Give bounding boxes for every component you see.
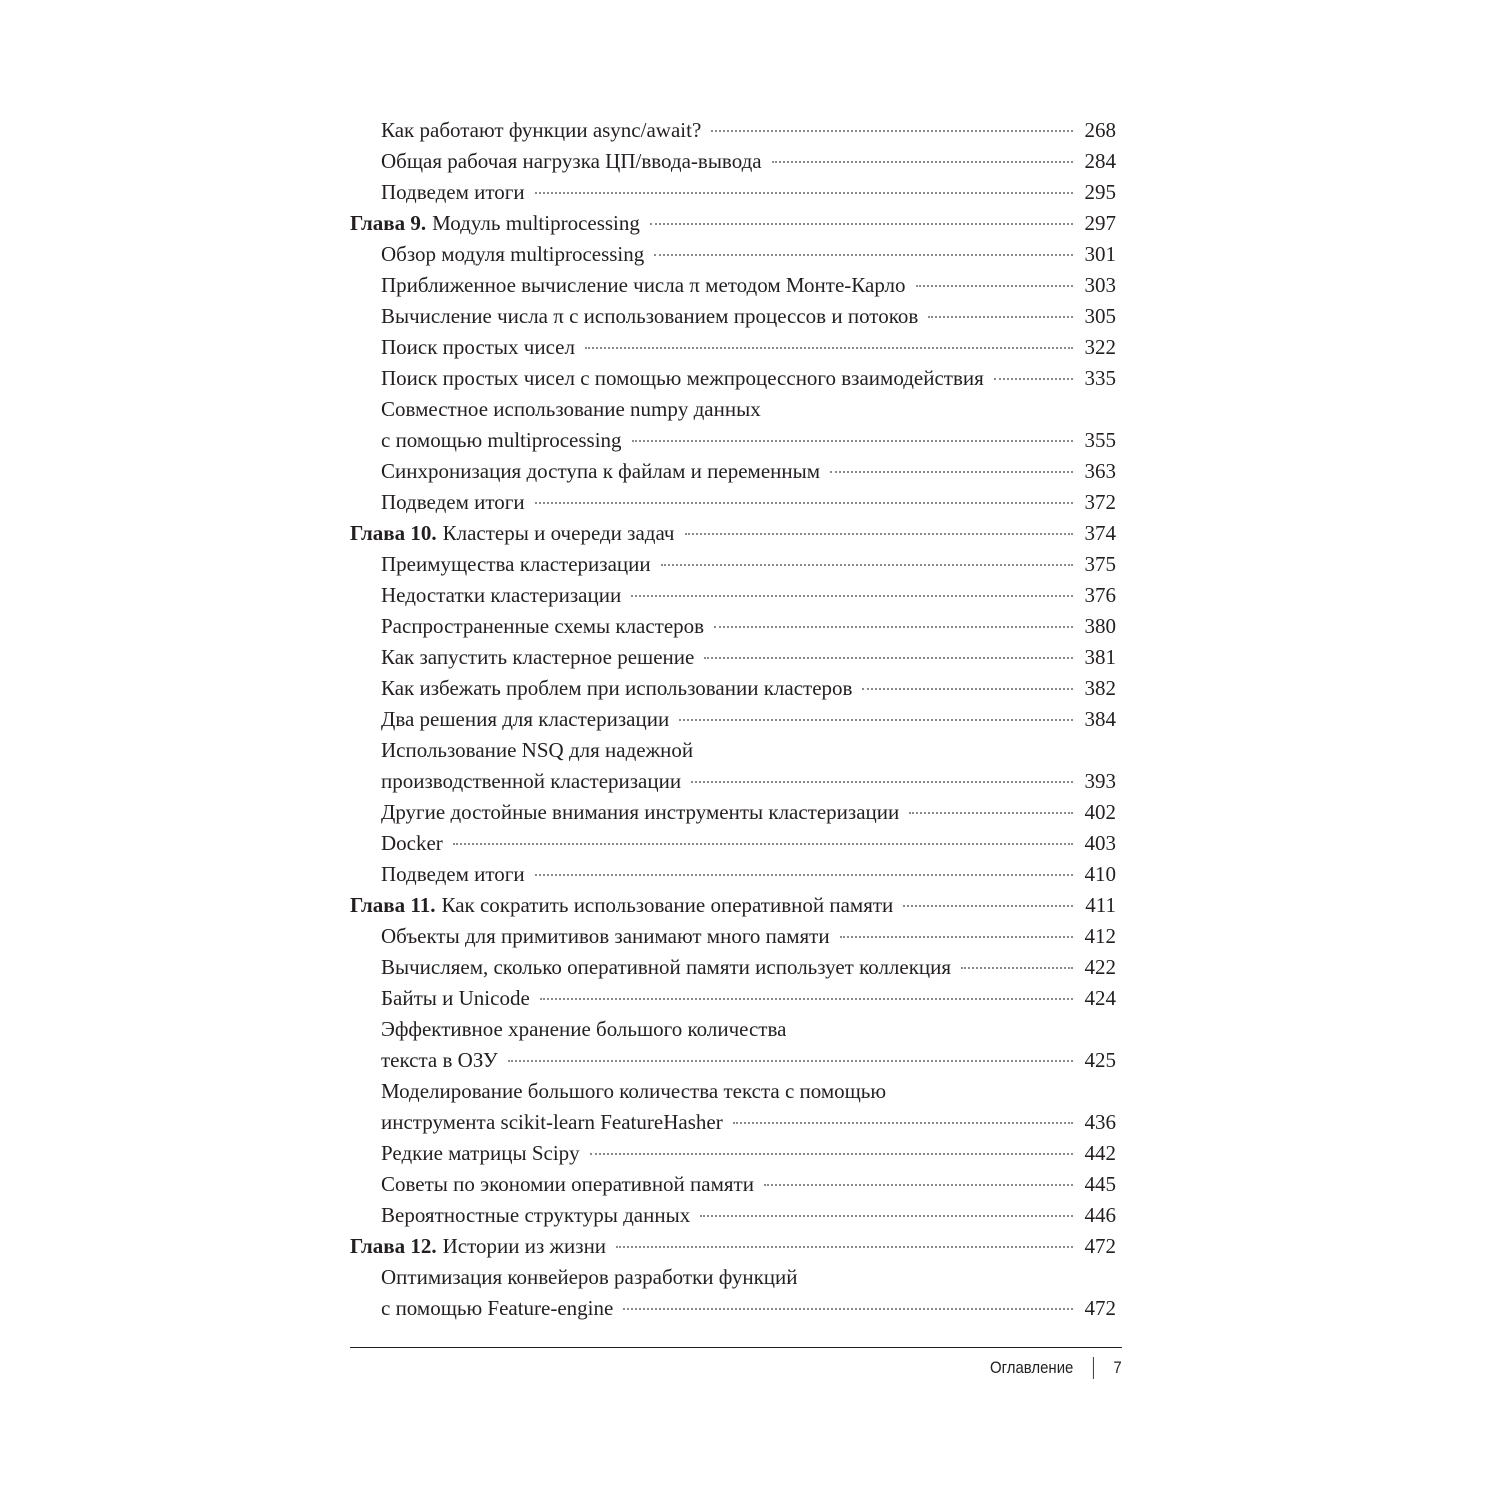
toc-entry-title: Другие достойные внимания инструменты кластеризации	[381, 800, 900, 824]
dot-leader	[909, 812, 1073, 814]
toc-entry-title: Приближенное вычисление числа π методом Монте-Карло	[381, 273, 906, 297]
toc-page-number: 446	[1084, 1203, 1116, 1227]
toc-entry-title: Истории из жизни	[442, 1234, 607, 1258]
toc-entry-title: Подведем итоги	[381, 862, 525, 886]
dot-leader	[994, 378, 1073, 380]
toc-page-number: 297	[1084, 211, 1116, 235]
toc-entry-title: Преимущества кластеризации	[381, 552, 651, 576]
toc-page-number: 376	[1084, 583, 1116, 607]
toc-page-number: 355	[1084, 428, 1116, 452]
toc-page-number: 335	[1084, 366, 1116, 390]
dot-leader	[928, 316, 1073, 318]
toc-entry-title: Вычисляем, сколько оперативной памяти использует коллекция	[381, 955, 952, 979]
toc-entry	[350, 1014, 1116, 1045]
toc-entry-title: Как работают функции async/await?	[381, 118, 702, 142]
toc-entry	[350, 177, 1116, 208]
dot-leader	[916, 285, 1073, 287]
toc-entry-title: текста в ОЗУ	[381, 1048, 498, 1072]
toc-entry-title: инструмента scikit-learn FeatureHasher	[381, 1110, 723, 1134]
toc-entry	[350, 487, 1116, 518]
toc-entry	[350, 797, 1116, 828]
dot-leader	[616, 1246, 1073, 1248]
toc-entry-title: Как сократить использование оперативной памяти	[441, 893, 894, 917]
toc-page-number: 322	[1084, 335, 1116, 359]
toc-page-number: 412	[1084, 924, 1116, 948]
toc-page-number: 403	[1084, 831, 1116, 855]
toc-entry-title: Два решения для кластеризации	[381, 707, 670, 731]
toc-entry-title: Использование NSQ для надежной	[381, 738, 694, 762]
dot-leader	[453, 843, 1073, 845]
toc-entry-title: с помощью Feature-engine	[381, 1296, 614, 1320]
toc-entry	[350, 301, 1116, 332]
toc-entry	[350, 239, 1116, 270]
toc-entry-title: Недостатки кластеризации	[381, 583, 622, 607]
toc-page-number: 268	[1084, 118, 1116, 142]
dot-leader	[691, 781, 1073, 783]
toc-page-number: 424	[1084, 986, 1116, 1010]
toc-chapter-entry	[350, 890, 1116, 921]
toc-entry-title: Поиск простых чисел с помощью межпроцессного взаимодействия	[381, 366, 984, 390]
dot-leader	[535, 502, 1073, 504]
dot-leader	[631, 595, 1073, 597]
dot-leader	[704, 657, 1073, 659]
toc-page-number: 303	[1084, 273, 1116, 297]
toc-entry	[350, 580, 1116, 611]
toc-entry-title: Подведем итоги	[381, 180, 525, 204]
toc-entry	[350, 1293, 1116, 1324]
toc-page-number: 393	[1084, 769, 1116, 793]
dot-leader	[840, 936, 1073, 938]
toc-entry-title: Кластеры и очереди задач	[442, 521, 675, 545]
toc-entry	[350, 115, 1116, 146]
toc-page-number: 436	[1084, 1110, 1116, 1134]
toc-entry-title: Совместное использование numpy данных	[381, 397, 761, 421]
toc-entry	[350, 766, 1116, 797]
dot-leader	[632, 440, 1073, 442]
toc-entry	[350, 549, 1116, 580]
toc-entry-title: Общая рабочая нагрузка ЦП/ввода-вывода	[381, 149, 762, 173]
toc-page-number: 381	[1084, 645, 1116, 669]
toc-entry-title: Как запустить кластерное решение	[381, 645, 695, 669]
toc-page-number: 382	[1084, 676, 1116, 700]
toc-page-number: 284	[1084, 149, 1116, 173]
toc-entry-title: Модуль multiprocessing	[432, 211, 640, 235]
chapter-number: Глава 10.	[350, 521, 437, 545]
table-of-contents	[350, 115, 1116, 1324]
dot-leader	[862, 688, 1073, 690]
toc-page-number: 411	[1085, 893, 1116, 917]
toc-entry-title: Синхронизация доступа к файлам и переменным	[381, 459, 821, 483]
footer-section-title: Оглавление	[990, 1358, 1074, 1377]
toc-entry	[350, 983, 1116, 1014]
toc-page-number: 375	[1084, 552, 1116, 576]
toc-entry	[350, 611, 1116, 642]
dot-leader	[654, 254, 1073, 256]
dot-leader	[535, 192, 1073, 194]
toc-entry-title: Моделирование большого количества текста с помощью	[381, 1079, 887, 1103]
toc-page-number: 472	[1084, 1234, 1116, 1258]
dot-leader	[661, 564, 1073, 566]
toc-page-number: 295	[1084, 180, 1116, 204]
page-footer	[990, 1355, 1122, 1381]
toc-page-number: 410	[1084, 862, 1116, 886]
toc-entry	[350, 673, 1116, 704]
toc-entry	[350, 828, 1116, 859]
toc-entry-title: Оптимизация конвейеров разработки функций	[381, 1265, 798, 1289]
toc-entry	[350, 1076, 1116, 1107]
toc-entry	[350, 1045, 1116, 1076]
dot-leader	[540, 998, 1073, 1000]
toc-page-number: 374	[1084, 521, 1116, 545]
dot-leader	[830, 471, 1073, 473]
dot-leader	[508, 1060, 1073, 1062]
toc-page-number: 305	[1084, 304, 1116, 328]
toc-entry	[350, 425, 1116, 456]
toc-entry	[350, 735, 1116, 766]
dot-leader	[623, 1308, 1073, 1310]
toc-entry	[350, 952, 1116, 983]
toc-entry-title: Советы по экономии оперативной памяти	[381, 1172, 754, 1196]
dot-leader	[700, 1215, 1073, 1217]
chapter-number: Глава 9.	[350, 211, 427, 235]
toc-page-number: 445	[1084, 1172, 1116, 1196]
dot-leader	[585, 347, 1073, 349]
toc-page-number: 422	[1084, 955, 1116, 979]
footer-page-number: 7	[1113, 1358, 1122, 1377]
footer-separator	[1093, 1357, 1094, 1379]
toc-entry-title: производственной кластеризации	[381, 769, 682, 793]
toc-page-number: 363	[1084, 459, 1116, 483]
toc-entry	[350, 394, 1116, 425]
dot-leader	[772, 161, 1073, 163]
dot-leader	[650, 223, 1073, 225]
toc-entry-title: Поиск простых чисел	[381, 335, 575, 359]
toc-entry-title: с помощью multiprocessing	[381, 428, 622, 452]
toc-chapter-entry	[350, 208, 1116, 239]
toc-page-number: 402	[1084, 800, 1116, 824]
dot-leader	[685, 533, 1074, 535]
dot-leader	[961, 967, 1073, 969]
toc-entry	[350, 1262, 1116, 1293]
dot-leader	[679, 719, 1073, 721]
toc-page-number: 472	[1084, 1296, 1116, 1320]
dot-leader	[764, 1184, 1073, 1186]
toc-page-number: 425	[1084, 1048, 1116, 1072]
dot-leader	[711, 130, 1073, 132]
toc-page-number: 301	[1084, 242, 1116, 266]
toc-page-number: 372	[1084, 490, 1116, 514]
toc-page-number: 442	[1084, 1141, 1116, 1165]
toc-entry	[350, 1169, 1116, 1200]
toc-entry	[350, 1200, 1116, 1231]
toc-entry	[350, 1138, 1116, 1169]
toc-page-number: 380	[1084, 614, 1116, 638]
toc-entry-title: Подведем итоги	[381, 490, 525, 514]
toc-chapter-entry	[350, 1231, 1116, 1262]
dot-leader	[535, 874, 1073, 876]
toc-entry-title: Эффективное хранение большого количества	[381, 1017, 787, 1041]
toc-entry	[350, 363, 1116, 394]
toc-entry-title: Объекты для примитивов занимают много памяти	[381, 924, 830, 948]
dot-leader	[714, 626, 1073, 628]
toc-entry	[350, 642, 1116, 673]
toc-entry-title: Docker	[381, 831, 443, 855]
chapter-number: Глава 12.	[350, 1234, 437, 1258]
toc-entry	[350, 456, 1116, 487]
toc-entry-title: Распространенные схемы кластеров	[381, 614, 705, 638]
toc-entry	[350, 1107, 1116, 1138]
toc-entry	[350, 270, 1116, 301]
toc-entry-title: Байты и Unicode	[381, 986, 530, 1010]
toc-entry-title: Обзор модуля multiprocessing	[381, 242, 645, 266]
toc-entry	[350, 859, 1116, 890]
toc-page-number: 384	[1084, 707, 1116, 731]
toc-entry-title: Редкие матрицы Scipy	[381, 1141, 580, 1165]
dot-leader	[590, 1153, 1073, 1155]
dot-leader	[733, 1122, 1073, 1124]
chapter-number: Глава 11.	[350, 893, 436, 917]
toc-entry	[350, 332, 1116, 363]
toc-entry	[350, 704, 1116, 735]
toc-entry-title: Вероятностные структуры данных	[381, 1203, 691, 1227]
toc-entry	[350, 146, 1116, 177]
footer-rule	[350, 1347, 1122, 1348]
toc-chapter-entry	[350, 518, 1116, 549]
toc-entry-title: Как избежать проблем при использовании кластеров	[381, 676, 853, 700]
dot-leader	[903, 905, 1073, 907]
toc-entry	[350, 921, 1116, 952]
toc-entry-title: Вычисление числа π с использованием процессов и потоков	[381, 304, 919, 328]
